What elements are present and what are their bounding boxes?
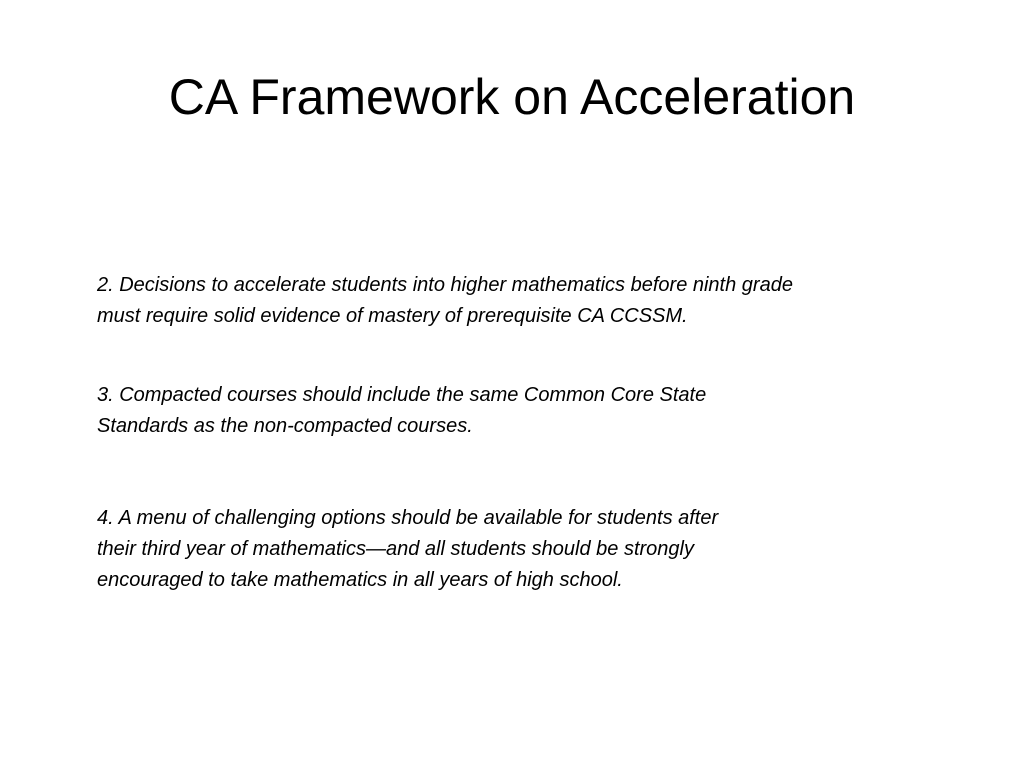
point-2-line-1: 2. Decisions to accelerate students into higher mathematics before ninth grade: [97, 274, 793, 296]
point-3-line-1: 3. Compacted courses should include the same Common Core State: [97, 384, 707, 406]
point-2-line-2: must require solid evidence of mastery of prerequisite CA CCSSM.: [97, 305, 688, 327]
point-4-line-3: encouraged to take mathematics in all years of high school.: [97, 569, 623, 591]
point-3-line-2: Standards as the non-compacted courses.: [97, 415, 473, 437]
point-3: [97, 380, 706, 442]
point-2: [97, 270, 793, 332]
point-4-line-2: their third year of mathematics—and all students should be strongly: [97, 538, 694, 560]
point-4: [97, 503, 718, 596]
slide-title: CA Framework on Acceleration: [168, 69, 856, 125]
point-4-line-1: 4. A menu of challenging options should be available for students after: [97, 507, 719, 529]
